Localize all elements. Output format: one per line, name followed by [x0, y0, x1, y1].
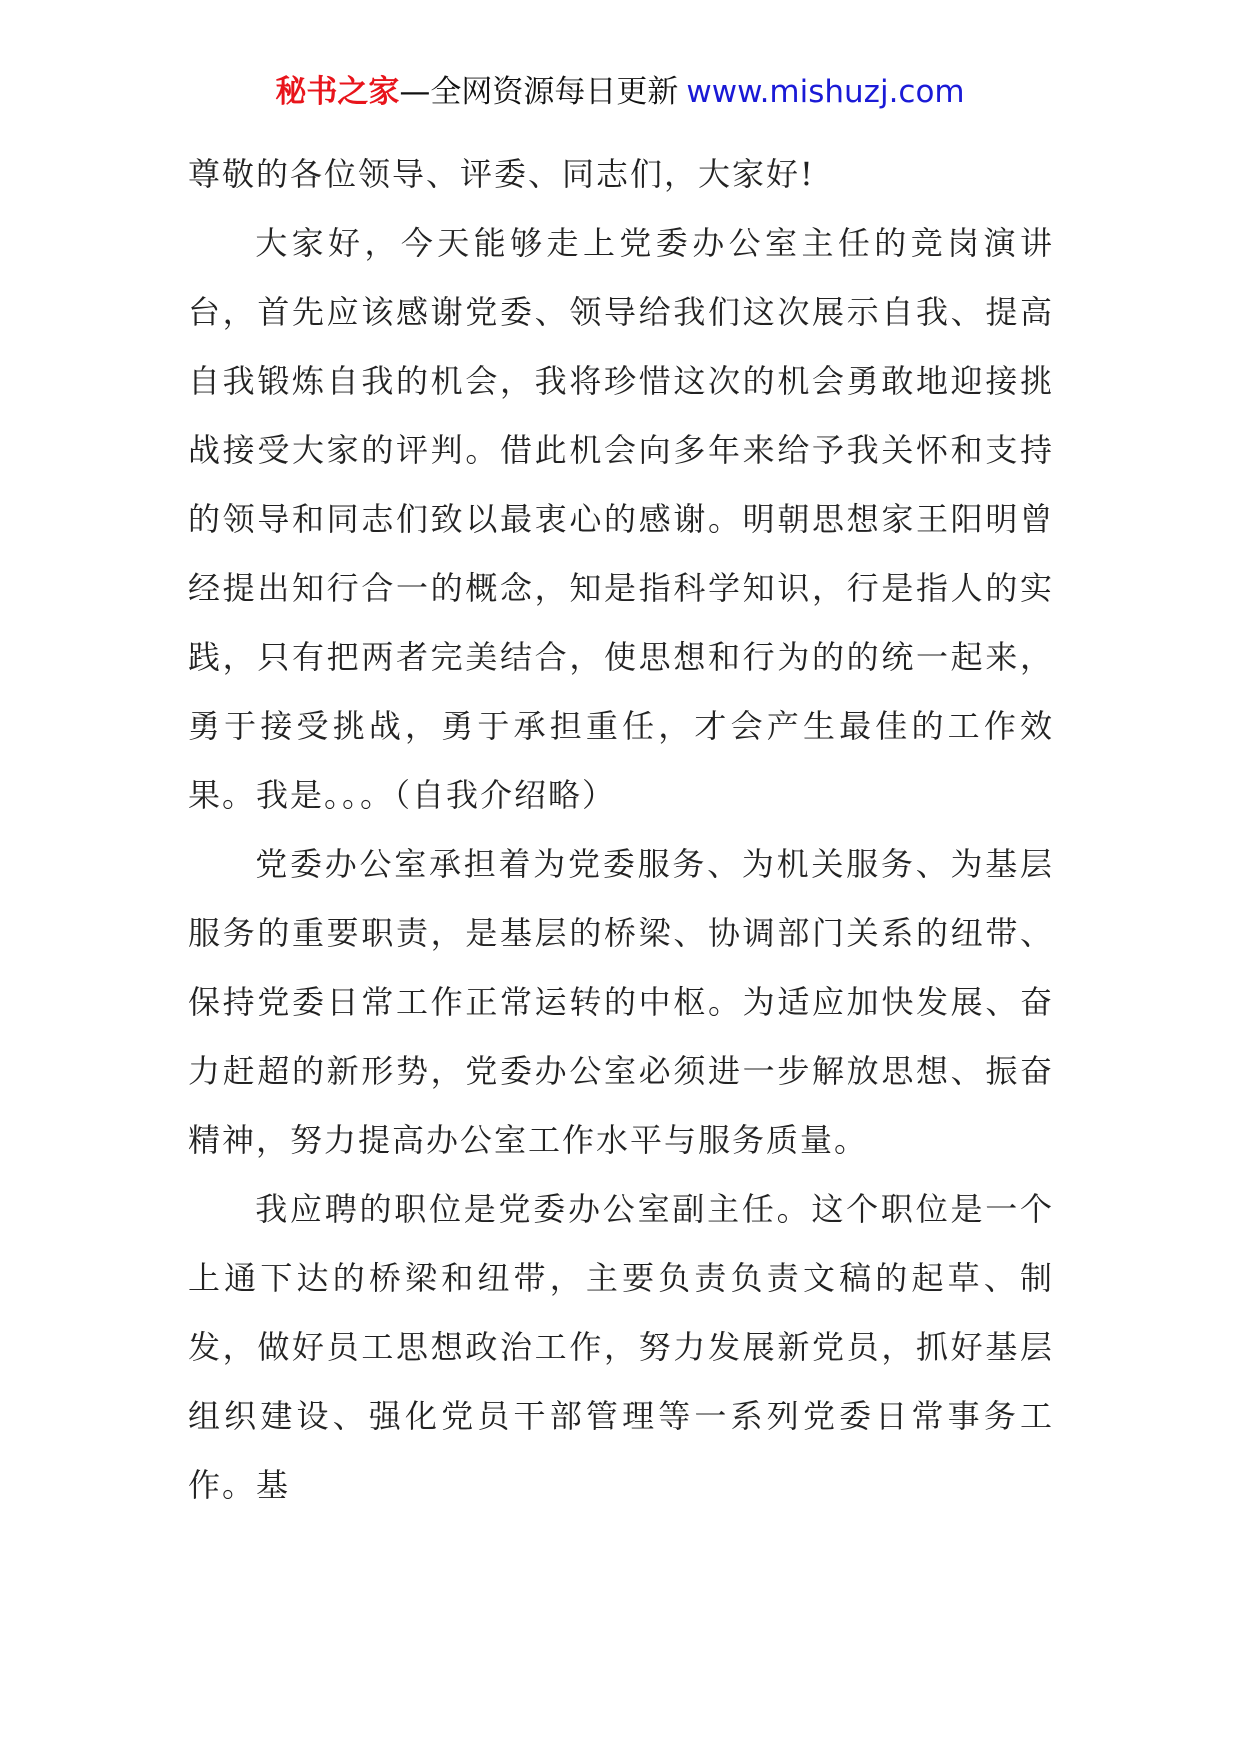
site-url-link[interactable]: www.mishuzj.com — [686, 74, 965, 110]
watermark-header — [0, 66, 1240, 118]
paragraph-3: 我应聘的职位是党委办公室副主任。这个职位是一个上通下达的桥梁和纽带，主要负责负责文稿的起草、制发，做好员工思想政治工作，努力发展新党员，抓好基层组织建设、强化党员干部管理等一系列党委日常事务工作。基 — [188, 1190, 1054, 1504]
paragraph-1: 大家好，今天能够走上党委办公室主任的竞岗演讲台，首先应该感谢党委、领导给我们这次展示自我、提高自我锻炼自我的机会，我将珍惜这次的机会勇敢地迎接挑战接受大家的评判。借此机会向多年来给予我关怀和支持的领导和同志们致以最衷心的感谢。明朝思想家王阳明曾经提出知行合一的概念，知是指科学知识，行是指人的实践，只有把两者完美结合，使思想和行为的的统一起来，勇于接受挑战，勇于承担重任，才会产生最佳的工作效果。我是。。。（自我介绍略） — [188, 224, 1054, 814]
paragraph-2: 党委办公室承担着为党委服务、为机关服务、为基层服务的重要职责，是基层的桥梁、协调部门关系的纽带、保持党委日常工作正常运转的中枢。为适应加快发展、奋力赶超的新形势，党委办公室必须进一步解放思想、振奋精神，努力提高办公室工作水平与服务质量。 — [188, 845, 1054, 1159]
brand-name: 秘书之家 — [275, 74, 400, 110]
salutation: 尊敬的各位领导、评委、同志们，大家好! — [188, 155, 815, 193]
header-slogan: —全网资源每日更新 — [399, 74, 679, 110]
document-body — [188, 140, 1054, 1520]
